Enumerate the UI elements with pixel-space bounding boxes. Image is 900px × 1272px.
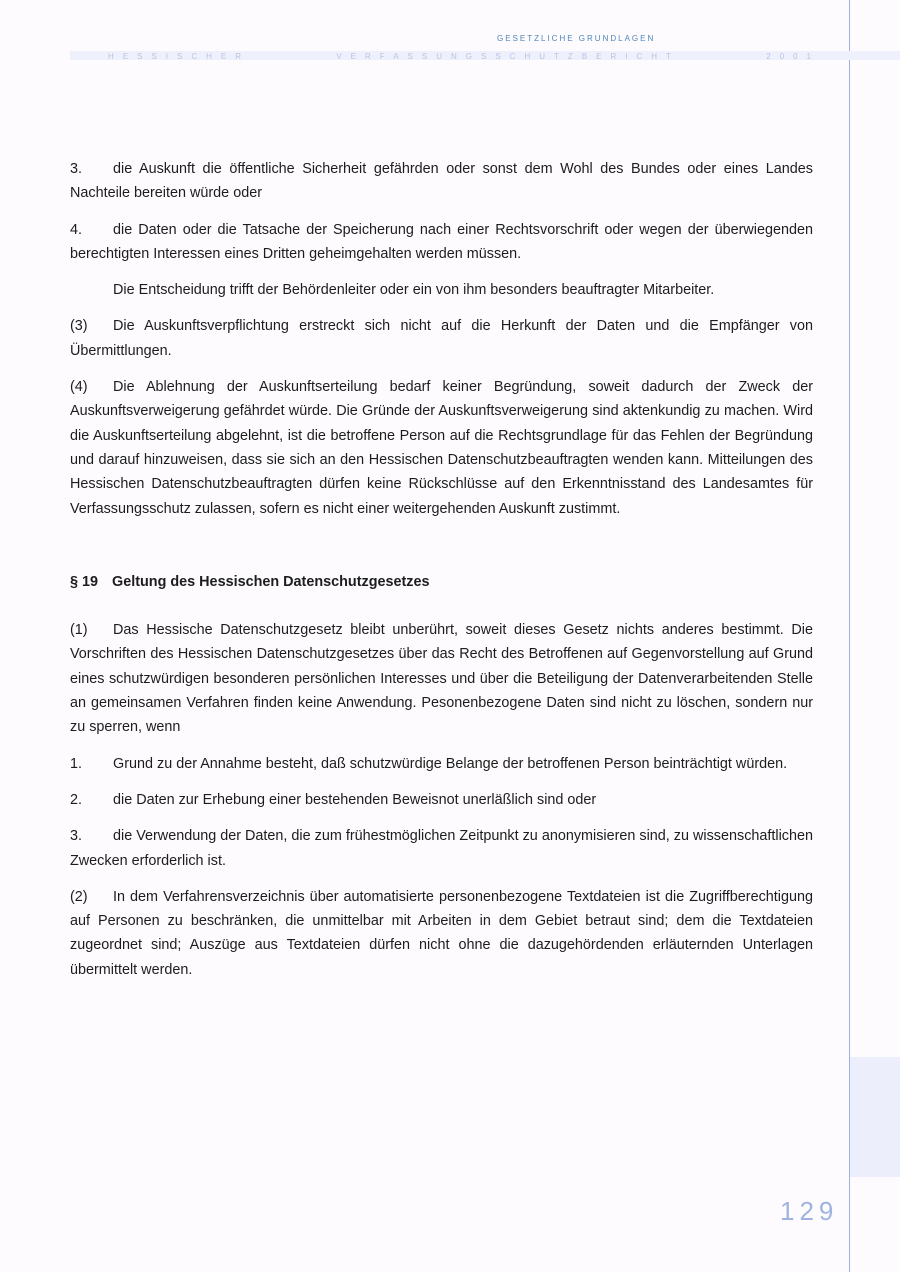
paragraph-text: Grund zu der Annahme besteht, daß schutzwürdige Belange der betroffenen Person beinträchtigt würden. <box>113 755 788 772</box>
section-heading-text: Geltung des Hessischen Datenschutzgesetzes <box>112 573 430 590</box>
running-title-word: HESSISCHER <box>108 51 251 61</box>
running-title <box>108 51 820 61</box>
section-heading <box>70 570 813 594</box>
paragraph: Die Entscheidung trifft der Behördenleiter oder ein von ihm besonders beauftragter Mitarbeiter. <box>113 282 715 299</box>
paragraph-text: Die Ablehnung der Auskunftserteilung bedarf keiner Begründung, soweit dadurch der Zweck der Auskunftsverweigerung gefährdet würde. Die Gründe der Auskunftsverweigerung sind aktenkundig zu machen. Wird die Auskunftserteilung abgelehnt, ist die betroffene Person auf die Rechtsgrundlage für das Fehlen der Begründung und darauf hinzuweisen, dass sie sich an den Hessischen Datenschutzbeauftragten wenden kann. Mitteilungen des Hessischen Datenschutzbeauftragten dürfen keine Rückschlüsse auf den Erkenntnisstand des Landesamtes für Verfassungsschutz zulassen, sofern es nicht einer weitergehenden Auskunft zustimmt. <box>70 379 813 517</box>
item-number: 4. <box>70 221 83 238</box>
paragraph-text: Die Auskunftsverpflichtung erstreckt sich nicht auf die Herkunft der Daten und die Empfänger von Übermittlungen. <box>70 318 813 359</box>
paragraph-text: In dem Verfahrensverzeichnis über automatisierte personenbezogene Textdateien ist die Zugriffberechtigung auf Personen zu beschränken, die unmittelbar mit Arbeiten in dem Gebiet betraut sind; dem die Textdateien zugeordnet sind; Auszüge aus Textdateien dürfen nicht ohne die dazugehördenden erläuternden Unterlagen übermittelt werden. <box>70 888 813 978</box>
item-number: 1. <box>70 755 83 772</box>
paragraph-text: die Verwendung der Daten, die zum frühestmöglichen Zeitpunkt zu anonymisieren sind, zu wissenschaftlichen Zwecken erforderlich ist. <box>70 828 813 869</box>
section-symbol: § 19 <box>70 573 99 590</box>
item-number: (2) <box>70 888 88 905</box>
paragraph-text: Das Hessische Datenschutzgesetz bleibt unberührt, soweit dieses Gesetz nichts anderes bestimmt. Die Vorschriften des Hessischen Datenschutzgesetzes über das Recht des Betroffenen auf Gegenvorstellung auf Grund eines schutzwürdigen besonderen persönlichen Interesses und über die Beteiligung der Datenverarbeitenden Stelle an gemeinsamen Verfahren finden keine Anwendung. Pesonenbezogene Daten sind nicht zu löschen, sondern nur zu sperren, wenn <box>70 622 813 736</box>
item-number: (3) <box>70 318 88 335</box>
paragraph <box>70 824 813 873</box>
section-label: GESETZLICHE GRUNDLAGEN <box>497 34 656 43</box>
side-tab <box>850 1057 900 1177</box>
page-number: 129 <box>780 1196 839 1226</box>
running-title-word: VERFASSUNGSSCHUTZBERICHT <box>336 51 680 61</box>
paragraph <box>70 218 813 267</box>
paragraph <box>70 157 813 206</box>
item-number: 3. <box>70 828 83 845</box>
item-number: 3. <box>70 161 83 177</box>
running-title-word: 2001 <box>766 51 820 61</box>
paragraph <box>70 788 813 812</box>
paragraph <box>70 375 813 521</box>
paragraph-text: die Daten zur Erhebung einer bestehenden Beweisnot unerläßlich sind oder <box>113 791 597 808</box>
paragraph-text: die Daten oder die Tatsache der Speicherung nach einer Rechtsvorschrift oder wegen der überwiegenden berechtigten Interessen eines Dritten geheimgehalten werden müssen. <box>70 221 813 262</box>
paragraph <box>70 314 813 363</box>
item-number: (4) <box>70 379 88 396</box>
item-number: 2. <box>70 791 83 808</box>
paragraph <box>70 618 813 739</box>
paragraph <box>70 885 813 982</box>
body-text <box>70 157 813 994</box>
paragraph-text: die Auskunft die öffentliche Sicherheit gefährden oder sonst dem Wohl des Bundes oder eines Landes Nachteile bereiten würde oder <box>70 161 813 202</box>
item-number: (1) <box>70 622 88 639</box>
paragraph <box>70 752 813 776</box>
